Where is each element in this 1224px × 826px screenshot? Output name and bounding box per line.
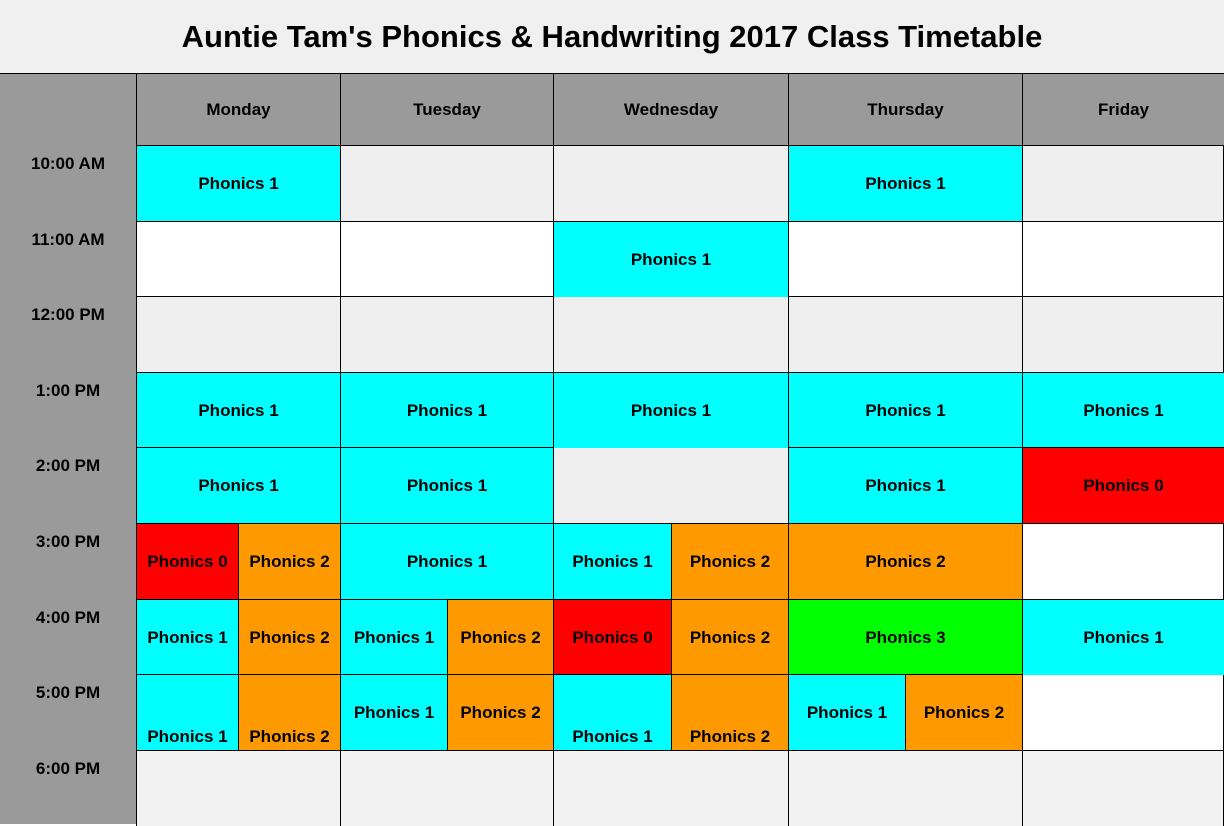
time-label: 11:00 AM	[31, 229, 105, 249]
class-block-phonics-1[interactable]: Phonics 1	[136, 372, 340, 448]
class-block-phonics-1[interactable]: Phonics 1	[553, 372, 788, 448]
empty-slot	[136, 750, 340, 826]
empty-slot	[136, 221, 340, 297]
empty-slot	[788, 296, 1022, 372]
class-block-phonics-1[interactable]: Phonics 1	[553, 221, 788, 297]
class-block-phonics-2[interactable]: Phonics 2	[447, 599, 553, 675]
empty-slot	[1022, 523, 1224, 599]
empty-slot	[1022, 750, 1224, 826]
class-block-phonics-1[interactable]: Phonics 1	[553, 523, 671, 599]
class-block-phonics-1[interactable]: Phonics 1	[340, 523, 553, 599]
empty-slot	[340, 221, 553, 297]
class-block-phonics-2[interactable]: Phonics 2	[671, 674, 788, 750]
class-block-phonics-2[interactable]: Phonics 2	[238, 599, 340, 675]
class-block-phonics-1[interactable]: Phonics 1	[788, 372, 1022, 448]
class-block-phonics-0[interactable]: Phonics 0	[553, 599, 671, 675]
class-block-phonics-1[interactable]: Phonics 1	[1022, 372, 1224, 448]
empty-slot	[1022, 145, 1224, 221]
time-label: 6:00 PM	[35, 758, 101, 778]
empty-slot	[553, 145, 788, 221]
day-header-thursday: Thursday	[788, 73, 1022, 145]
class-block-phonics-1[interactable]: Phonics 1	[788, 447, 1022, 523]
class-block-phonics-1[interactable]: Phonics 1	[340, 372, 553, 448]
class-block-phonics-2[interactable]: Phonics 2	[905, 674, 1022, 750]
empty-slot	[788, 750, 1022, 826]
day-header-friday: Friday	[1022, 73, 1224, 145]
class-block-phonics-1[interactable]: Phonics 1	[788, 145, 1022, 221]
class-block-phonics-1[interactable]: Phonics 1	[136, 599, 238, 675]
header-corner	[0, 73, 136, 145]
time-label: 12:00 PM	[31, 305, 105, 325]
time-label: 1:00 PM	[35, 380, 101, 400]
empty-slot	[1022, 221, 1224, 297]
class-block-phonics-2[interactable]: Phonics 2	[788, 523, 1022, 599]
empty-slot	[788, 221, 1022, 297]
class-block-phonics-0[interactable]: Phonics 0	[136, 523, 238, 599]
time-label: 2:00 PM	[35, 456, 101, 476]
class-block-phonics-1[interactable]: Phonics 1	[1022, 599, 1224, 675]
empty-slot	[340, 296, 553, 372]
class-block-phonics-2[interactable]: Phonics 2	[671, 523, 788, 599]
empty-slot	[553, 750, 788, 826]
empty-slot	[553, 296, 788, 372]
time-label: 5:00 PM	[35, 683, 101, 703]
day-header-wednesday: Wednesday	[553, 73, 788, 145]
empty-slot	[553, 447, 788, 523]
time-column	[0, 73, 136, 824]
page-title: Auntie Tam's Phonics & Handwriting 2017 Class Timetable	[181, 19, 1043, 54]
class-block-phonics-0[interactable]: Phonics 0	[1022, 447, 1224, 523]
class-block-phonics-3[interactable]: Phonics 3	[788, 599, 1022, 675]
class-block-phonics-1[interactable]: Phonics 1	[136, 145, 340, 221]
title-bar	[0, 0, 1224, 73]
time-label: 3:00 PM	[35, 532, 101, 551]
day-header-tuesday: Tuesday	[340, 73, 553, 145]
day-header-monday: Monday	[136, 73, 340, 145]
empty-slot	[340, 750, 553, 826]
class-block-phonics-2[interactable]: Phonics 2	[238, 674, 340, 750]
empty-slot	[340, 145, 553, 221]
class-block-phonics-1[interactable]: Phonics 1	[136, 674, 238, 750]
class-block-phonics-1[interactable]: Phonics 1	[788, 674, 905, 750]
class-block-phonics-1[interactable]: Phonics 1	[136, 447, 340, 523]
empty-slot	[1022, 674, 1224, 750]
class-block-phonics-2[interactable]: Phonics 2	[447, 674, 553, 750]
empty-slot	[136, 296, 340, 372]
class-block-phonics-1[interactable]: Phonics 1	[340, 674, 447, 750]
class-block-phonics-1[interactable]: Phonics 1	[340, 447, 553, 523]
empty-slot	[1022, 296, 1224, 372]
time-label: 4:00 PM	[35, 607, 101, 627]
class-block-phonics-2[interactable]: Phonics 2	[671, 599, 788, 675]
time-label: 10:00 AM	[30, 154, 105, 173]
class-block-phonics-1[interactable]: Phonics 1	[340, 599, 447, 675]
class-block-phonics-1[interactable]: Phonics 1	[553, 674, 671, 750]
class-block-phonics-2[interactable]: Phonics 2	[238, 523, 340, 599]
